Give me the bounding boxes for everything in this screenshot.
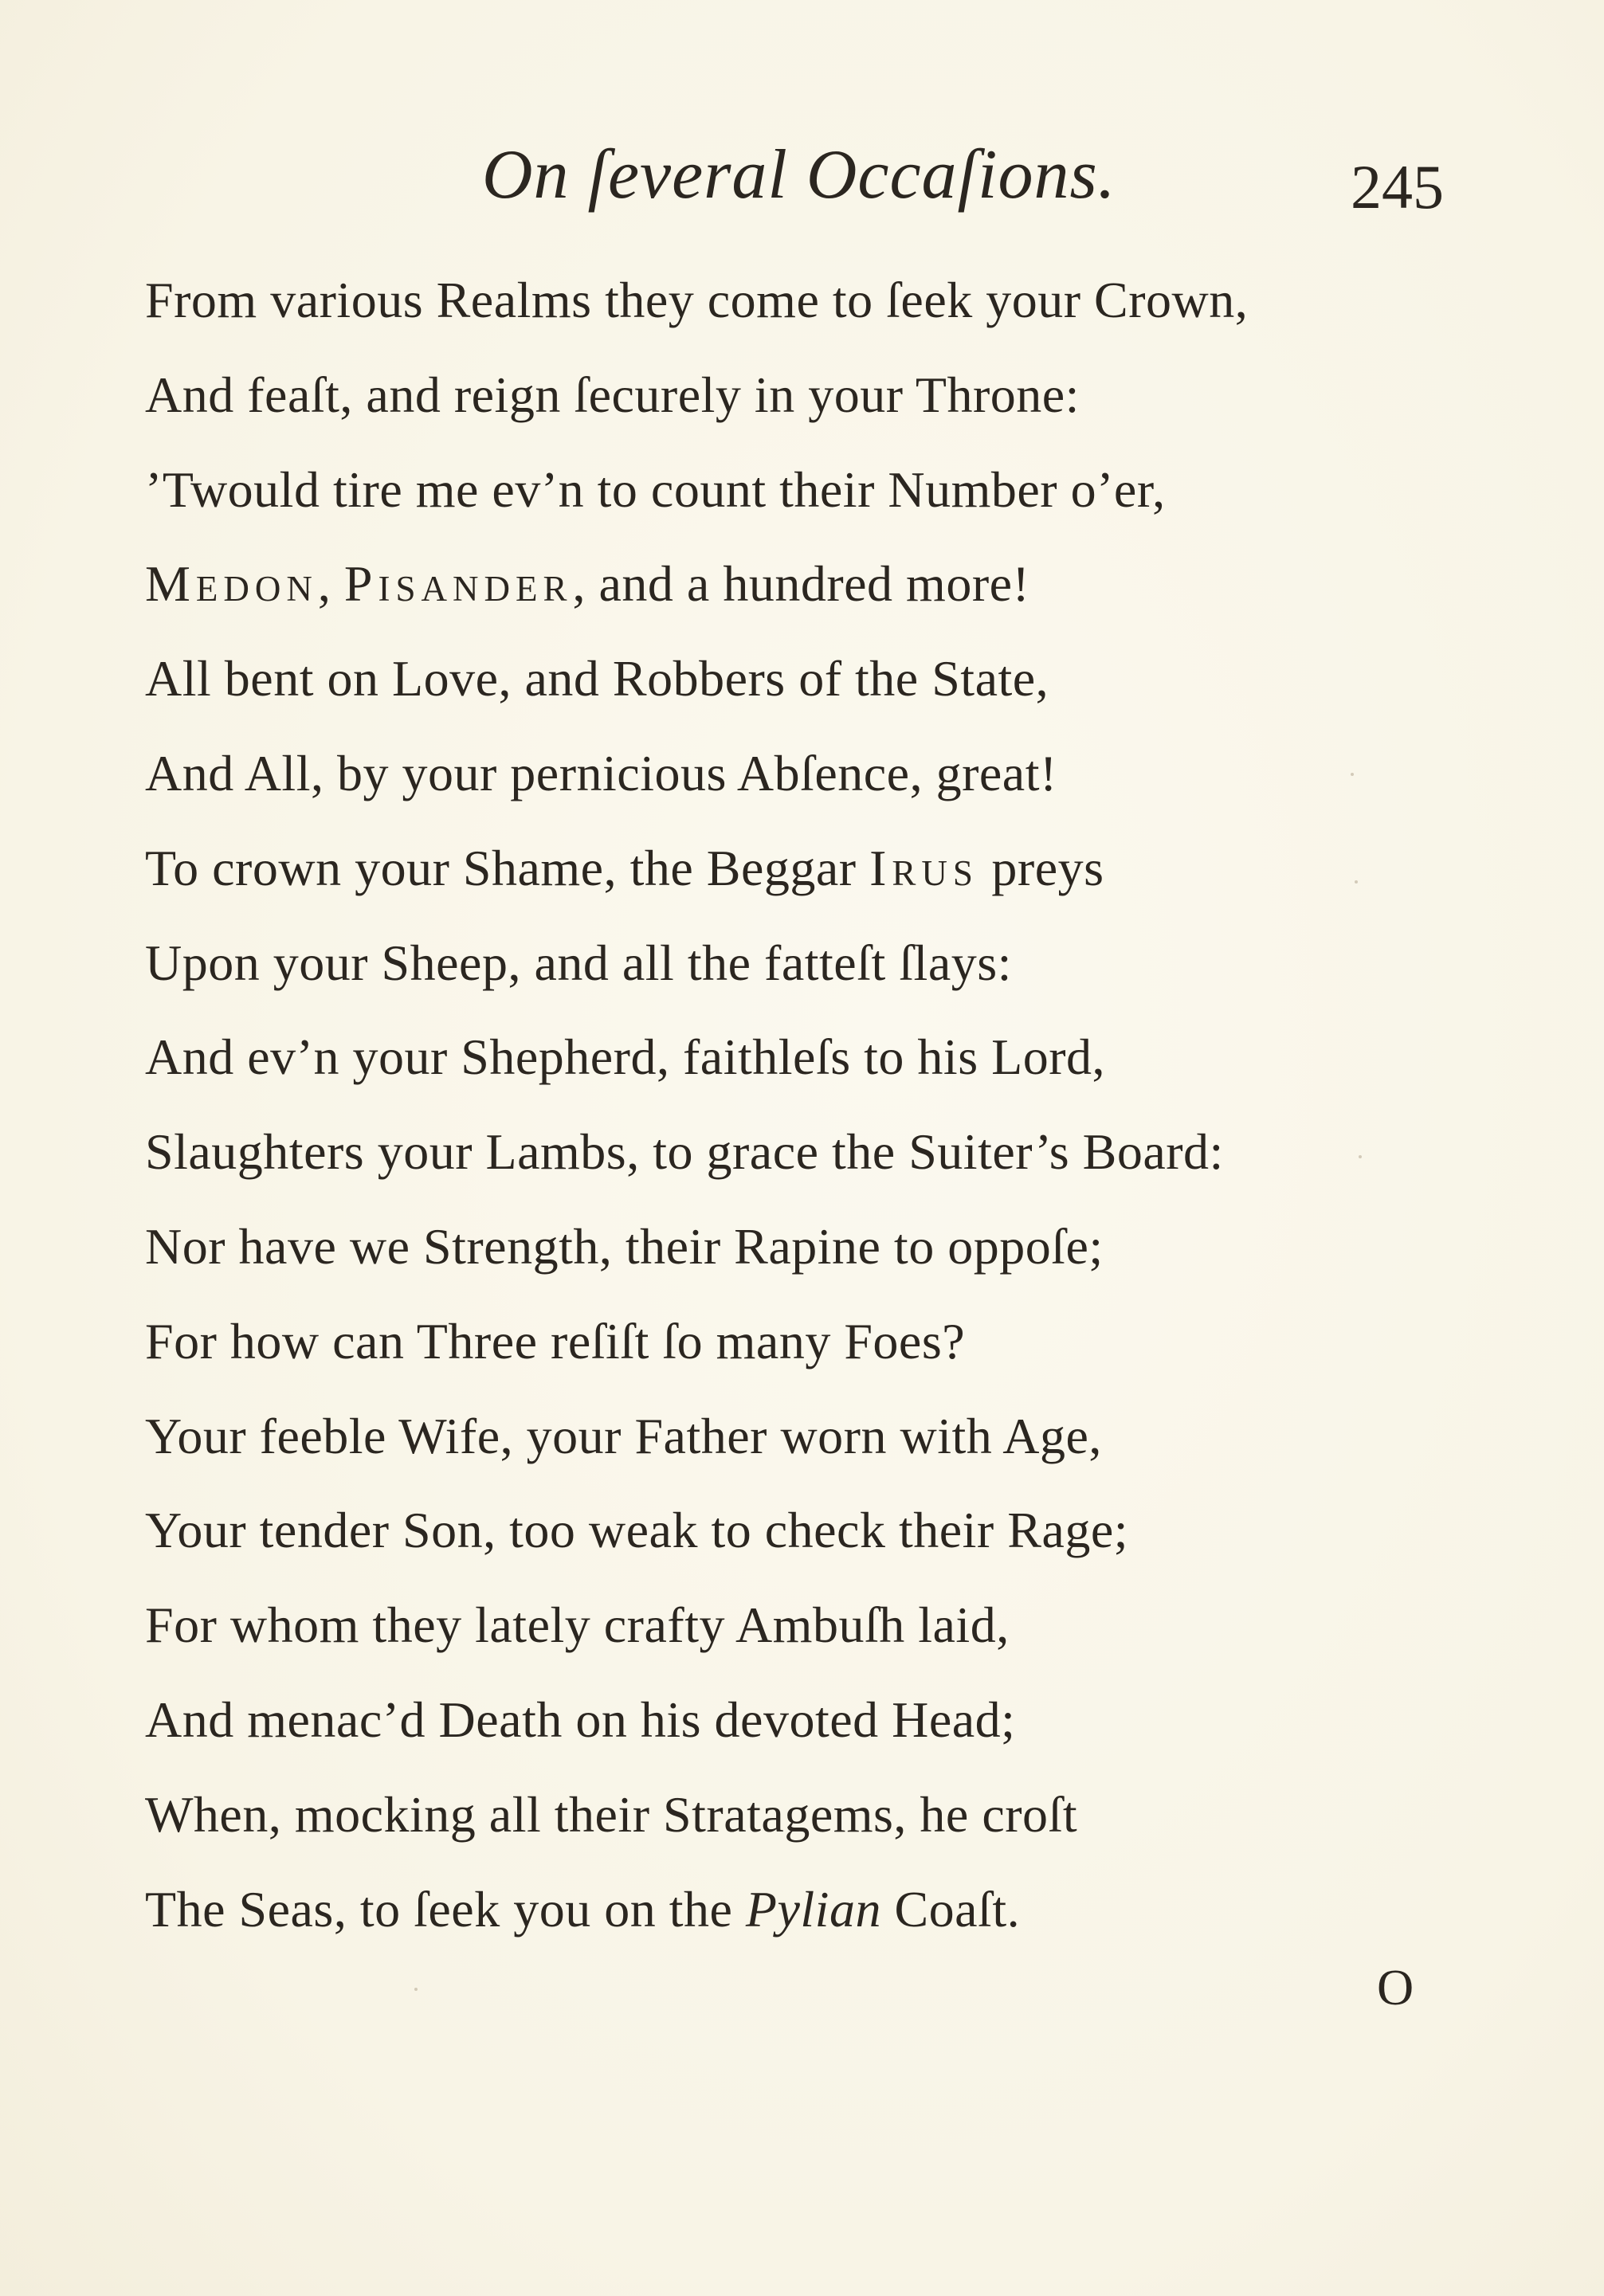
- verse-text: , and a hundred more!: [572, 555, 1030, 613]
- verse-text: Upon your Sheep, and all the fatteſt ſlays:: [145, 934, 1012, 991]
- verse-line: [145, 1483, 1500, 1578]
- small-caps-name: Medon: [145, 555, 318, 613]
- verse-text: To crown your Shame, the Beggar: [145, 839, 870, 896]
- verse-text: And feaſt, and reign ſecurely in your Throne:: [145, 366, 1080, 423]
- verse-line: [145, 916, 1500, 1011]
- verse-line: [145, 1389, 1500, 1484]
- verse-text: For whom they lately crafty Ambuſh laid,: [145, 1597, 1010, 1654]
- verse-text: ,: [317, 555, 344, 613]
- verse-line: [145, 348, 1500, 443]
- verse-text: Slaughters your Lambs, to grace the Suiter’s Board:: [145, 1123, 1224, 1181]
- verse-text: The Seas, to ſeek you on the: [145, 1880, 746, 1937]
- running-title: On ſeveral Occaſions.: [482, 136, 1116, 214]
- verse-text: All bent on Love, and Robbers of the State,: [145, 650, 1049, 707]
- verse-text: Your tender Son, too weak to check their Rage;: [145, 1502, 1128, 1559]
- verse-text: When, mocking all their Stratagems, he croſt: [145, 1785, 1078, 1843]
- paper-speck: [1351, 773, 1354, 776]
- verse-line: [145, 1295, 1500, 1389]
- paper-speck: [1359, 1155, 1362, 1158]
- verse-line: [145, 1768, 1500, 1863]
- verse-text: From various Realms they come to ſeek your Crown,: [145, 272, 1249, 328]
- verse-line: [145, 821, 1500, 916]
- verse-line: [145, 537, 1500, 632]
- italic-word: Pylian: [745, 1880, 881, 1937]
- verse-text: Your feeble Wife, your Father worn with Age,: [145, 1407, 1102, 1464]
- verse-line: [145, 1863, 1500, 1957]
- verse-line: [145, 443, 1500, 538]
- verse-line: [145, 1673, 1500, 1768]
- verse-text: And All, by your pernicious Abſence, great!: [145, 744, 1057, 801]
- paper-speck: [1355, 880, 1358, 884]
- verse-text: ’Twould tire me ev’n to count their Number o’er,: [145, 460, 1166, 518]
- verse-text: preys: [978, 839, 1104, 896]
- page-number: 245: [1351, 152, 1444, 221]
- verse-line: [145, 1010, 1500, 1105]
- verse-text: For how can Three reſiſt ſo many Foes?: [145, 1312, 966, 1369]
- verse-text: Nor have we Strength, their Rapine to oppoſe;: [145, 1217, 1104, 1275]
- verse-line: [145, 1105, 1500, 1200]
- verse-text: And menac’d Death on his devoted Head;: [145, 1691, 1016, 1748]
- catchword: O: [1377, 1959, 1414, 2016]
- verse-text: Coaſt.: [880, 1880, 1021, 1937]
- small-caps-name: Pisander: [343, 555, 573, 613]
- verse-block: [145, 253, 1500, 1957]
- small-caps-name: Irus: [869, 839, 978, 896]
- verse-line: [145, 1200, 1500, 1295]
- running-head: [0, 131, 1604, 227]
- verse-line: [145, 253, 1500, 348]
- verse-line: [145, 632, 1500, 727]
- verse-text: And ev’n your Shepherd, faithleſs to his Lord,: [145, 1028, 1105, 1086]
- verse-line: [145, 727, 1500, 821]
- verse-line: [145, 1578, 1500, 1673]
- paper-speck: [414, 1988, 418, 1991]
